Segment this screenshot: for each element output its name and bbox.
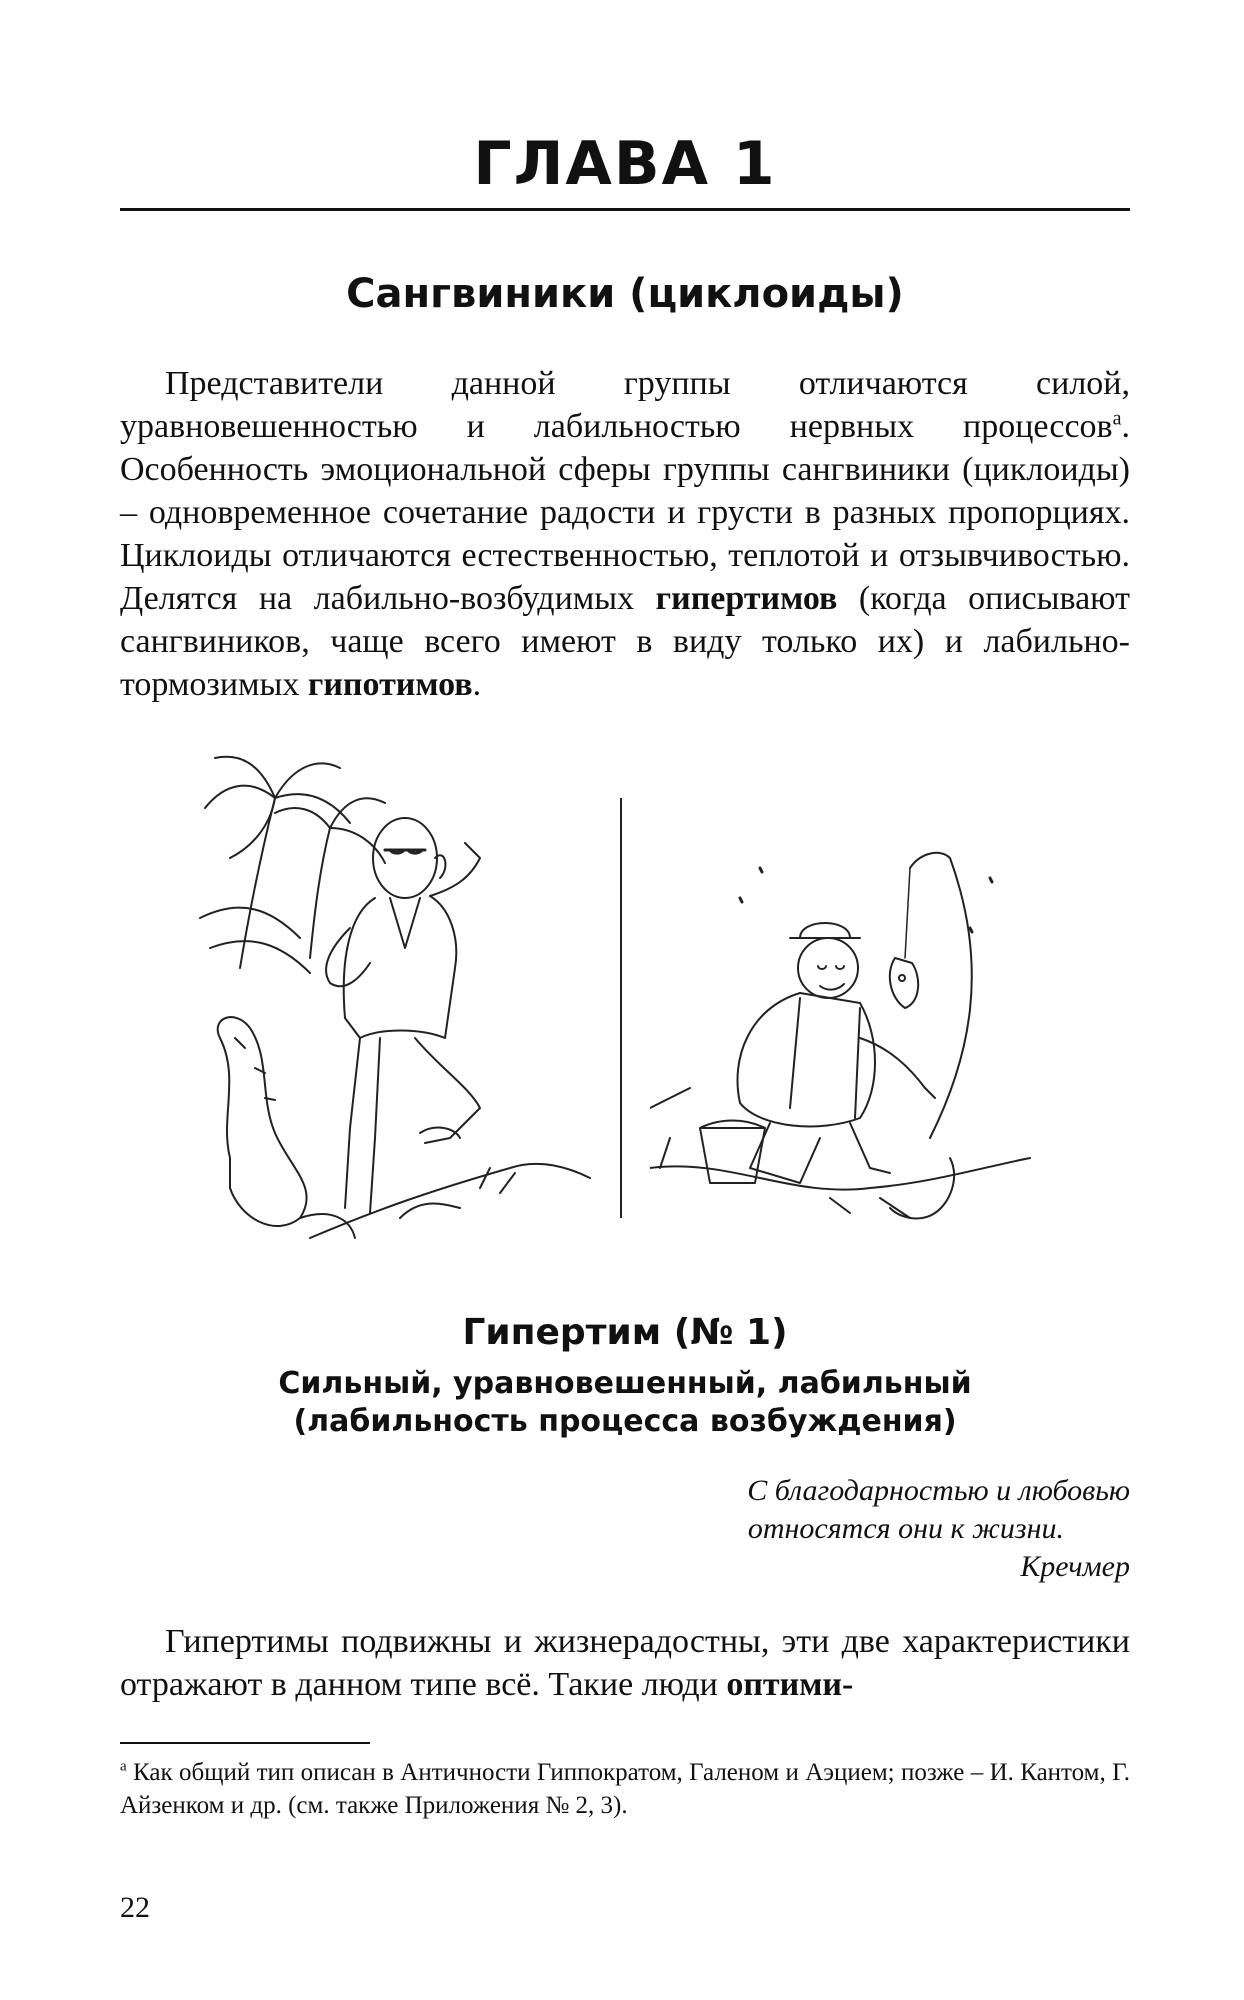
page-number: 22 [120,1891,150,1924]
chapter-title: ГЛАВА 1 [473,129,777,199]
footnote-text: Как общий тип описан в Античности Гиппократом, Галеном и Аэцием; позже – И. Кантом, Г. Айзенком и др. (см. также Приложения № 2, 3). [120,1759,1130,1819]
intro-text: . Особенность эмоциональной сферы группы сангвиники (циклоиды) – одновременное сочетание радости и грусти в разных пропорциях. Циклоиды отличаются естественностью, теплотой и отзывчивостью. Делятся на лабильно-возбудимых [120,408,1130,617]
term-optimist: оптими- [726,1666,854,1703]
illustration-divider [620,798,622,1218]
epigraph-line: относятся они к жизни. [747,1512,1064,1545]
footnote-divider [120,1742,370,1744]
illustration-hypertim [180,738,600,1258]
intro-text: . [472,666,482,703]
footnote-mark: a [120,1758,127,1775]
type-subtitle [120,1365,1130,1441]
intro-text: Представители данной группы отличаются силой, уравновешенностью и лабильностью нервных процессов [120,365,1130,445]
epigraph-line: С благодарностью и любовью [747,1474,1130,1507]
term-hypotim: гипотимов [307,666,473,703]
epigraph [570,1472,1130,1586]
intro-text: (когда описывают сангвиников, чаще всего имеют в виду только их) и лабильно-тормозимых [120,580,1130,703]
book-page [120,0,1130,2000]
type-subtitle-line: (лабильность процесса возбуждения) [293,1404,957,1439]
chapter-divider [120,208,1130,211]
section-title: Сангвиники (циклоиды) [346,271,904,317]
type-title: Гипертим (№ 1) [462,1312,788,1353]
body-text: Гипертимы подвижны и жизнерадостны, эти две характеристики отражают в данном типе всё. Такие люди [120,1623,1130,1703]
illustrations [180,738,1080,1258]
illustration-hypotim [650,838,1070,1238]
footnote [120,1756,1130,1822]
term-hypertim: гипертимов [655,580,838,617]
type-subtitle-line: Сильный, уравновешенный, лабильный [278,1366,972,1401]
footnote-reference: a [1112,407,1122,430]
intro-paragraph [120,362,1130,706]
epigraph-author: Кречмер [1020,1550,1130,1583]
body-paragraph [120,1620,1130,1706]
